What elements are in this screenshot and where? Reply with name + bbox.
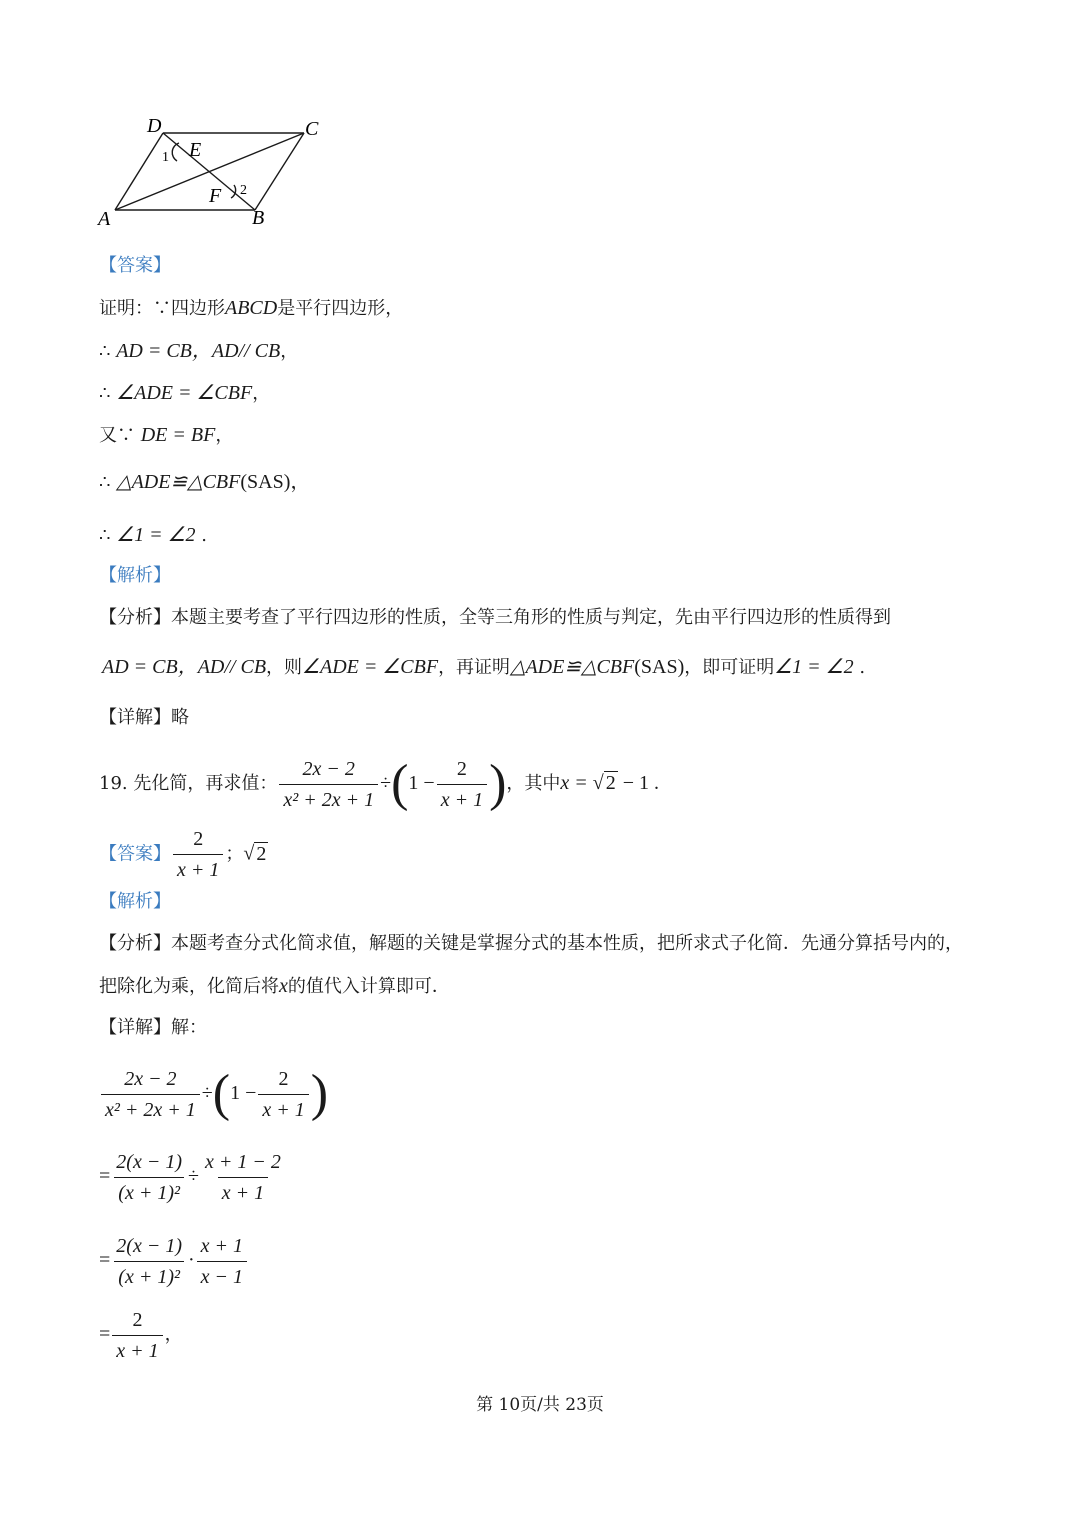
proof-prefix: ∴ (99, 472, 117, 493)
q19-detail: 【详解】解： (99, 1017, 207, 1038)
equals-sign: = (99, 1165, 111, 1187)
label-a: A (98, 208, 111, 230)
proof-suffix: (SAS)， (240, 471, 311, 493)
fraction-numerator: 2 (193, 828, 204, 850)
fraction-numerator: 2(x − 1) (116, 1150, 182, 1173)
q19-fraction (279, 756, 378, 813)
step-end: ， (164, 1324, 183, 1345)
analysis-variable: x (279, 975, 288, 997)
parallelogram-figure (95, 112, 335, 232)
q19-answer (99, 826, 268, 883)
step-fraction (101, 1066, 200, 1123)
label-c: C (305, 118, 319, 140)
proof-prefix: ∴ (99, 383, 117, 404)
divide-sign: ÷ (380, 772, 392, 794)
q18-proof-line-2 (99, 337, 298, 366)
analysis-math: △ADE≌△CBF (510, 656, 635, 678)
proof-math: DE = BF (140, 424, 216, 446)
fraction-denominator: x + 1 (173, 854, 223, 883)
equals-sign: = (99, 1323, 111, 1345)
fraction-denominator: x + 1 (437, 784, 487, 813)
answer-separator: ； (225, 843, 244, 865)
proof-suffix: ， (252, 383, 271, 404)
fraction-denominator: x + 1 (258, 1094, 308, 1123)
q19-analysis-tag: 【解析】 (99, 891, 171, 912)
fraction-denominator: x + 1 (112, 1335, 162, 1364)
q19-analysis-line-2 (99, 972, 450, 1001)
analysis-text: ，即可证明 (684, 657, 775, 678)
q19-step-4 (99, 1304, 183, 1365)
step-fraction (112, 1233, 186, 1290)
divide-sign: ÷ (187, 1165, 199, 1187)
fraction-numerator: x + 1 (200, 1234, 244, 1257)
q18-proof-line-1 (99, 294, 403, 323)
q18-proof-line-5 (99, 468, 310, 497)
inner-one: 1 − (230, 1082, 257, 1104)
step-fraction (112, 1149, 186, 1206)
x-value-suffix: − 1 . (617, 772, 660, 794)
label-d: D (147, 115, 162, 137)
fraction-numerator: 2x − 2 (124, 1067, 177, 1090)
multiply-dot: · (187, 1249, 195, 1271)
fraction-numerator: 2 (278, 1067, 289, 1090)
sqrt-sign: √ (243, 842, 255, 865)
analysis-text: 的值代入计算即可． (287, 976, 450, 997)
proof-math: ∠1 = ∠2 (116, 524, 196, 546)
proof-math: AD = CB，AD// CB (116, 340, 281, 362)
inner-one: 1 − (408, 772, 435, 794)
analysis-math: (SAS) (634, 656, 685, 678)
q19-step-2 (99, 1144, 287, 1209)
fraction-numerator: 2x − 2 (302, 757, 355, 780)
q18-analysis-line-1: 【分析】本题主要考查了平行四边形的性质，全等三角形的性质与判定，先由平行四边形的性质得到 (99, 607, 891, 628)
analysis-math: AD = CB，AD// CB (102, 656, 267, 678)
step-fraction-2 (197, 1233, 247, 1290)
proof-suffix: ， (215, 425, 234, 446)
proof-suffix: . (195, 525, 207, 546)
q19-step-3 (99, 1228, 249, 1293)
fraction-denominator: x² + 2x + 1 (101, 1094, 200, 1123)
q18-proof-line-3 (99, 379, 270, 408)
page-footer: 第 10页/共 23页 (476, 1395, 604, 1415)
fraction-numerator: 2 (456, 757, 467, 780)
q18-analysis-line-2 (102, 653, 865, 682)
sqrt-sign: √ (592, 772, 604, 794)
angle-1-label: 1 (162, 150, 169, 165)
q19-analysis-line-1: 【分析】本题考查分式化简求值，解题的关键是掌握分式的基本性质，把所求式子化简．先通分算括号内的， (99, 933, 963, 954)
analysis-text: . (853, 657, 866, 678)
q18-analysis-tag: 【解析】 (99, 565, 171, 586)
x-value-prefix: x = (560, 772, 593, 794)
q18-detail: 【详解】略 (99, 707, 189, 728)
answer-fraction (173, 826, 223, 883)
proof-suffix: 是平行四边形， (277, 298, 404, 319)
divide-sign: ÷ (201, 1082, 213, 1104)
proof-prefix: 又∵ (99, 425, 141, 446)
fraction-denominator: x + 1 (218, 1177, 268, 1206)
fraction-numerator: x + 1 − 2 (204, 1150, 281, 1173)
proof-suffix: ， (280, 341, 299, 362)
proof-math: ABCD (225, 297, 278, 319)
analysis-math: ∠ADE = ∠CBF (302, 656, 439, 678)
fraction-denominator: (x + 1)² (114, 1177, 184, 1206)
label-e: E (189, 139, 202, 161)
proof-math: ∠ADE = ∠CBF (116, 382, 253, 404)
left-paren: ( (212, 1065, 231, 1122)
q19-where: ，其中 (506, 773, 561, 794)
fraction-denominator: x² + 2x + 1 (279, 784, 378, 813)
q19-number-text: 19. 先化简，再求值： (99, 773, 278, 794)
equals-sign: = (99, 1249, 111, 1271)
angle-2-label: 2 (240, 183, 247, 198)
fraction-denominator: (x + 1)² (114, 1261, 184, 1290)
sqrt-radicand: 2 (256, 842, 267, 865)
proof-math: △ADE≌△CBF (116, 471, 241, 493)
left-paren: ( (391, 755, 409, 812)
q18-proof-line-6 (99, 521, 207, 550)
inner-fraction (437, 756, 487, 813)
q18-proof-line-4 (99, 421, 233, 450)
fraction-numerator: 2(x − 1) (116, 1234, 182, 1257)
fraction-numerator: 2 (132, 1308, 143, 1331)
fraction-denominator: x − 1 (197, 1261, 247, 1290)
right-paren: ) (489, 755, 507, 812)
inner-fraction (258, 1066, 308, 1123)
q19-answer-tag: 【答案】 (99, 843, 171, 865)
analysis-text: ，则 (266, 657, 303, 678)
label-f: F (209, 185, 222, 207)
step-fraction-2 (201, 1149, 285, 1206)
q18-answer-tag: 【答案】 (99, 255, 171, 276)
analysis-text: 把除化为乘，化简后将 (99, 976, 279, 997)
proof-prefix: 证明：∵四边形 (99, 298, 225, 319)
step-fraction (112, 1307, 162, 1364)
label-b: B (252, 207, 265, 229)
analysis-text: ，再证明 (438, 657, 511, 678)
proof-prefix: ∴ (99, 525, 117, 546)
analysis-math: ∠1 = ∠2 (774, 656, 854, 678)
q19-step-1 (99, 1063, 328, 1124)
q19-question (99, 754, 659, 813)
proof-prefix: ∴ (99, 341, 117, 362)
sqrt-radicand: 2 (605, 772, 616, 794)
right-paren: ) (310, 1065, 329, 1122)
